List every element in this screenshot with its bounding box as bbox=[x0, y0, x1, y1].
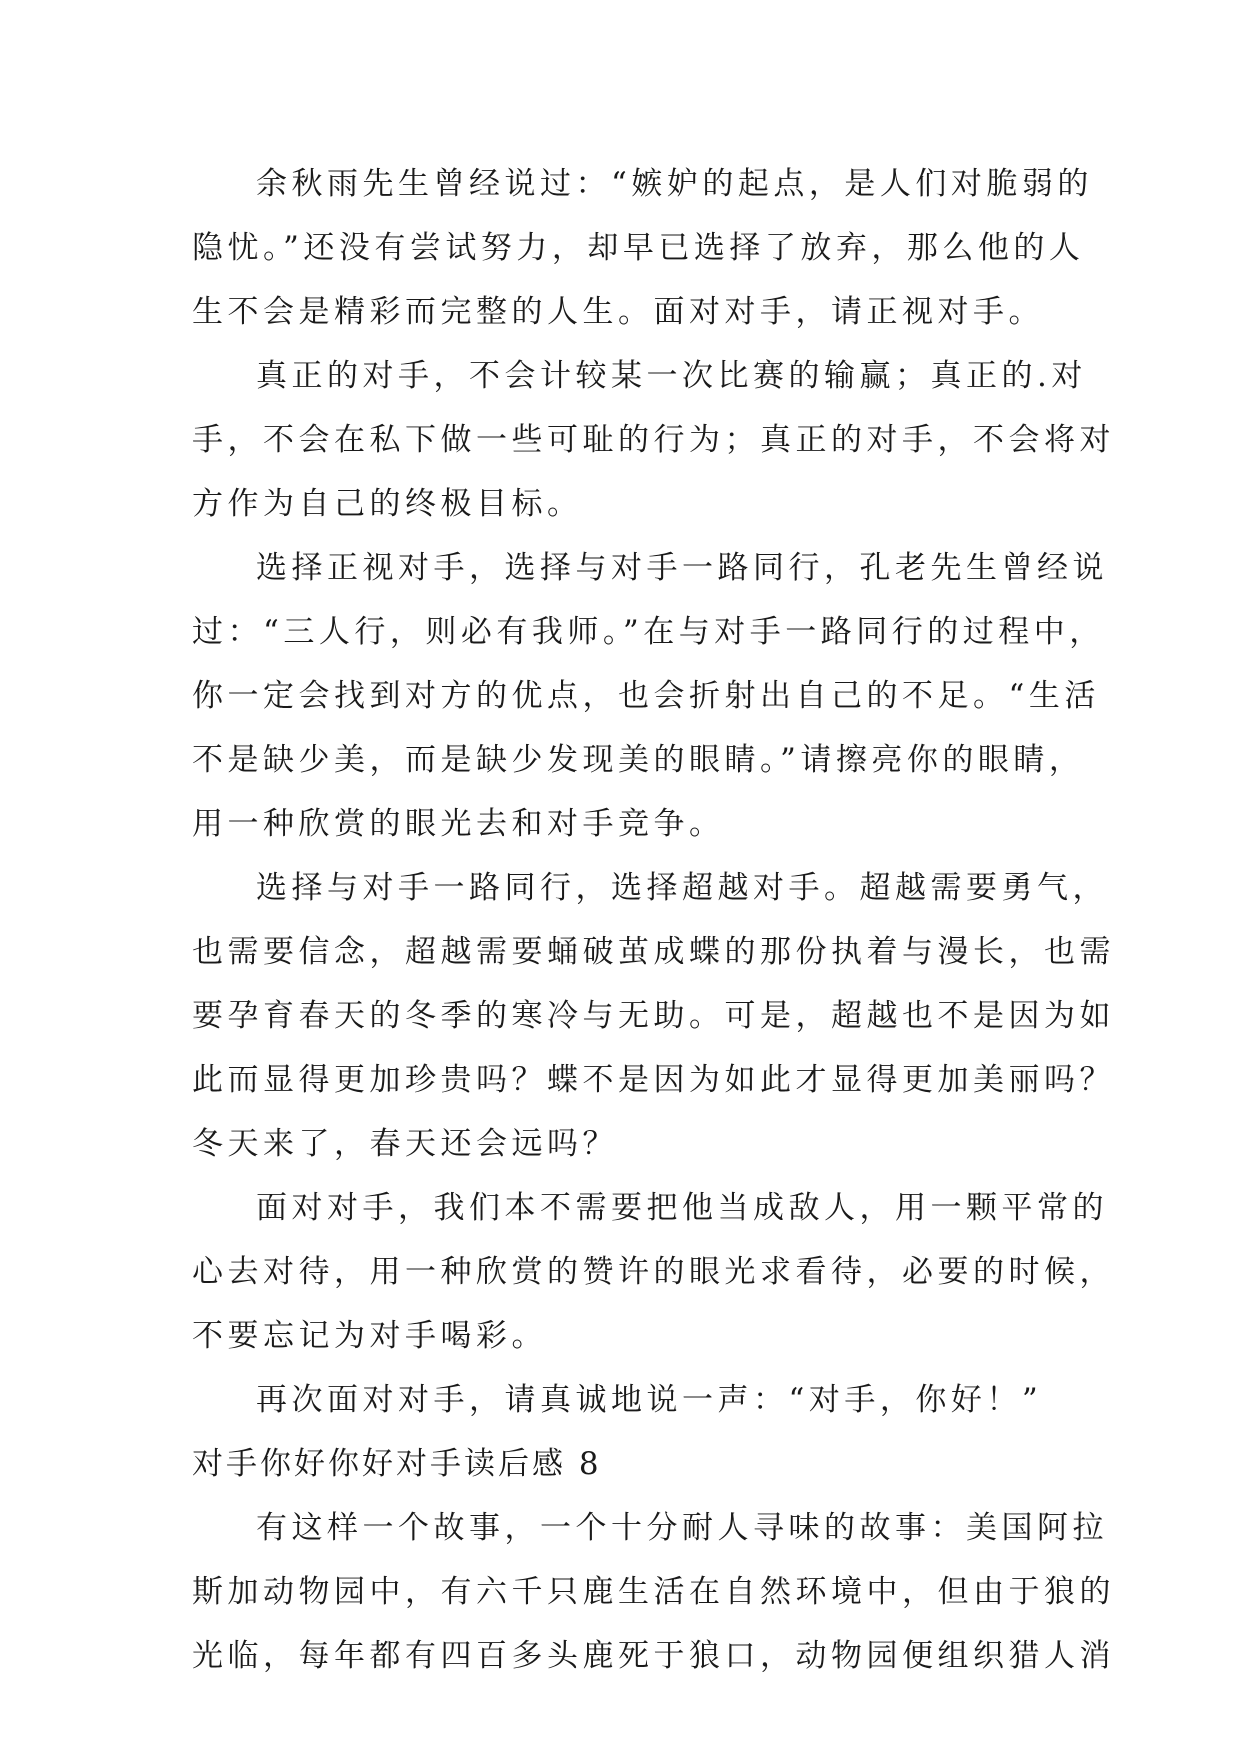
paragraph-6 bbox=[192, 1368, 1062, 1432]
paragraph-line: 不要忘记为对手喝彩。 bbox=[192, 1318, 547, 1354]
paragraph-line: 方作为自己的终极目标。 bbox=[192, 486, 583, 522]
paragraph-line: 要孕育春天的冬季的寒冷与无助。可是，超越也不是因为如 bbox=[192, 998, 1115, 1034]
document-page bbox=[192, 152, 1115, 1688]
paragraph-line: 有这样一个故事，一个十分耐人寻味的故事：美国阿拉 bbox=[256, 1510, 1108, 1546]
paragraph-line: 此而显得更加珍贵吗？蝶不是因为如此才显得更加美丽吗？ bbox=[192, 1062, 1115, 1098]
paragraph-3 bbox=[192, 536, 1108, 856]
paragraph-line: 不是缺少美，而是缺少发现美的眼睛。”请擦亮你的眼睛， bbox=[192, 742, 1085, 778]
paragraph-line: 余秋雨先生曾经说过：“嫉妒的起点，是人们对脆弱的 bbox=[256, 166, 1093, 202]
paragraph-line: 选择与对手一路同行，选择超越对手。超越需要勇气， bbox=[256, 870, 1108, 906]
paragraph-4 bbox=[192, 856, 1115, 1176]
paragraph-line: 斯加动物园中，有六千只鹿生活在自然环境中，但由于狼的 bbox=[192, 1574, 1115, 1610]
paragraph-line: 选择正视对手，选择与对手一路同行，孔老先生曾经说 bbox=[256, 550, 1108, 586]
paragraph-line: 也需要信念，超越需要蛹破茧成蝶的那份执着与漫长，也需 bbox=[192, 934, 1115, 970]
paragraph-line: 心去对待，用一种欣赏的赞许的眼光求看待，必要的时候， bbox=[192, 1254, 1115, 1290]
paragraph-7 bbox=[192, 1496, 1115, 1688]
paragraph-line: 面对对手，我们本不需要把他当成敌人，用一颗平常的 bbox=[256, 1190, 1108, 1226]
paragraph-line: 你一定会找到对方的优点，也会折射出自己的不足。“生活 bbox=[192, 678, 1100, 714]
paragraph-line: 真正的对手，不会计较某一次比赛的输赢；真正的.对 bbox=[256, 358, 1087, 394]
paragraph-line: 生不会是精彩而完整的人生。面对对手，请正视对手。 bbox=[192, 294, 1044, 330]
paragraph-line: 隐忧。”还没有尝试努力，却早已选择了放弃，那么他的人 bbox=[192, 230, 1085, 266]
paragraph-1 bbox=[192, 152, 1093, 344]
paragraph-line: 冬天来了，春天还会远吗？ bbox=[192, 1126, 618, 1162]
paragraph-line: 手，不会在私下做一些可耻的行为；真正的对手，不会将对 bbox=[192, 422, 1115, 458]
paragraph-2 bbox=[192, 344, 1115, 536]
paragraph-line: 光临，每年都有四百多头鹿死于狼口，动物园便组织猎人消 bbox=[192, 1638, 1115, 1674]
paragraph-line: 用一种欣赏的眼光去和对手竞争。 bbox=[192, 806, 725, 842]
paragraph-line: 过：“三人行，则必有我师。”在与对手一路同行的过程中， bbox=[192, 614, 1105, 650]
paragraph-line: 再次面对对手，请真诚地说一声：“对手，你好！” bbox=[256, 1382, 1043, 1418]
section-heading: 对手你好你好对手读后感 8 bbox=[192, 1446, 602, 1482]
paragraph-5 bbox=[192, 1176, 1115, 1368]
